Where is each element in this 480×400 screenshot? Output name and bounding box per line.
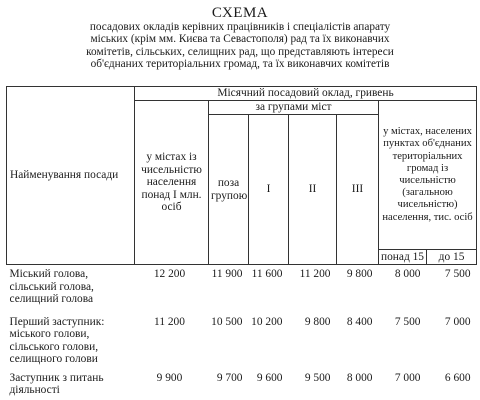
salary-table [6,86,477,399]
table-cell: 11 900 [211,268,243,280]
table-cell: 7 500 [394,315,421,328]
table-cell: 10 200 [251,315,283,328]
column-header-position: Найменування посади [7,87,135,265]
table-row [7,313,477,369]
header-monthly-salary: Місячний посадовий оклад, гривень [135,87,477,101]
subtitle-line: об'єднаних територіальних громад, та їх виконавчих комітетів [90,58,390,71]
row-position-name: Міський голова, сільський голова, селищний голова [9,268,94,306]
header-group-2: ІІ [289,115,337,265]
table-cell: 11 200 [299,268,331,280]
table-cell: 7 500 [444,268,471,280]
table-cell: 9 700 [216,371,243,384]
table-cell: 9 500 [304,371,331,384]
table-row [7,265,477,313]
table-cell: 12 200 [153,268,186,280]
subtitle-line: комітетів, сільських, селищних рад, що представляють інтереси [86,45,394,58]
subtitle-line: міських (крім мм. Києва та Севастополя) рад та їх виконавчих [90,33,390,46]
table-cell: 7 000 [394,371,421,384]
row-position-name: Заступник з питань діяльності [9,371,104,397]
table-cell: 9 600 [256,371,283,384]
document-title: СХЕМА [211,5,269,21]
table-cell: 9 800 [304,315,331,328]
table-cell: 8 400 [346,315,373,328]
header-united-communities: у містах, населених пунктах об'єднаних територіальних громад із чисельністю (загальною чисельністю) населення, тис. осіб [379,101,477,250]
header-up-to-15: до 15 [427,250,477,265]
document-subtitle [40,21,440,71]
header-group-1: І [249,115,289,265]
table-row [7,369,477,399]
header-out-of-group: поза групою [209,115,249,265]
subtitle-line: посадових окладів керівних працівників і спеціалістів апарату [89,21,391,33]
table-cell: 8 000 [394,268,421,280]
header-group-3: ІІІ [337,115,379,265]
table-cell: 7 000 [444,315,471,328]
header-city-groups: за групами міст [209,101,379,115]
table-cell: 8 000 [346,371,373,384]
table-cell: 11 600 [251,268,283,280]
table-cell: 6 600 [444,371,471,384]
row-position-name: Перший заступник: міського голови, сільського голови, селищного голови [9,315,105,366]
table-cell: 9 800 [346,268,373,280]
table-cell: 11 200 [154,315,185,328]
header-over-million: у містах із чисельністю населення понад І млн. осіб [135,101,209,265]
table-cell: 9 900 [156,371,183,384]
table-cell: 10 500 [211,315,243,328]
header-over-15: понад 15 [379,250,427,265]
